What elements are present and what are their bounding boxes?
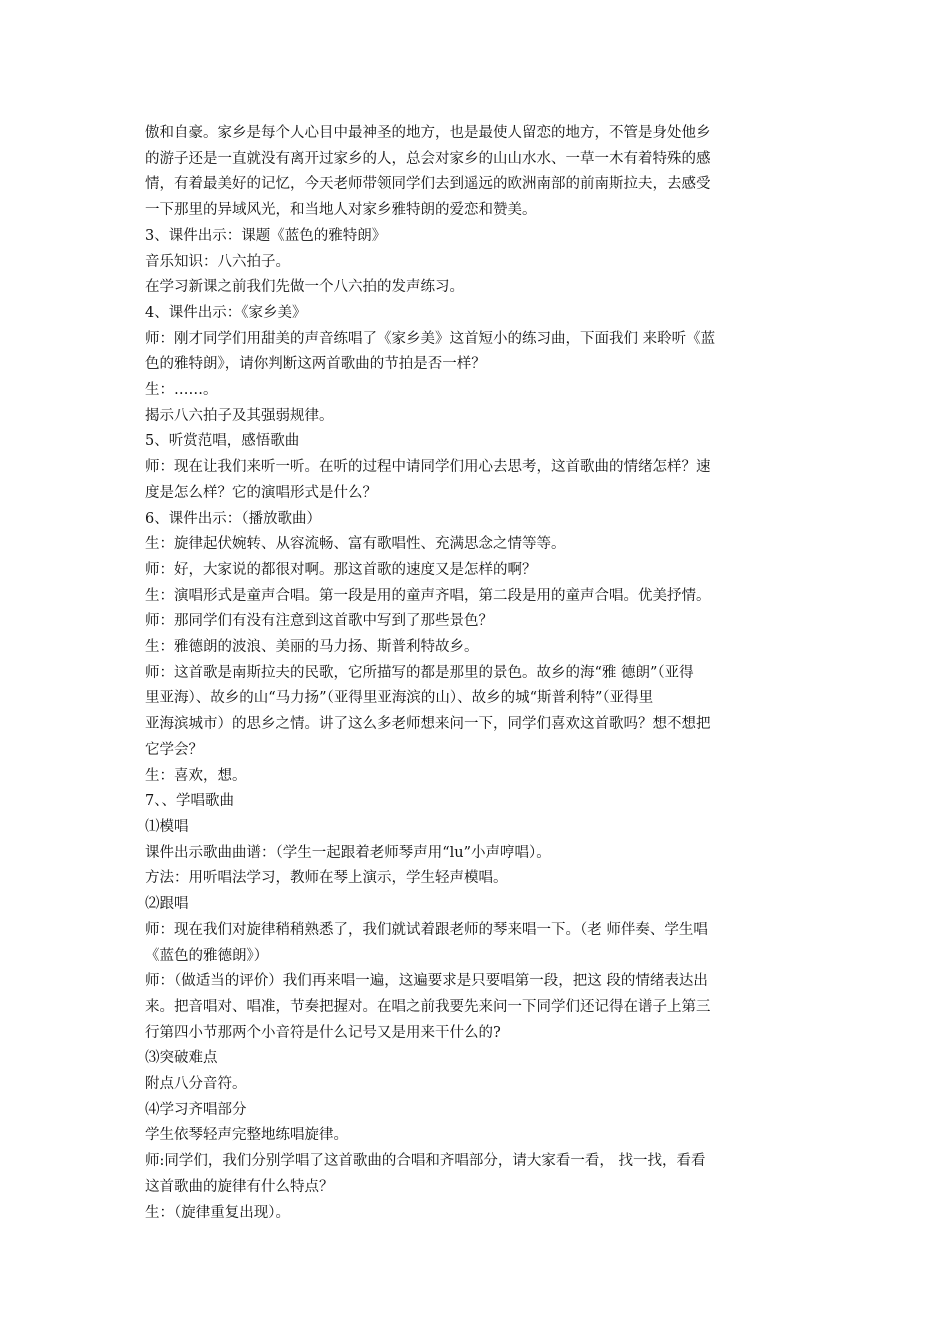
text-line: 生：雅德朗的波浪、美丽的马力扬、斯普利特故乡。 bbox=[145, 639, 479, 656]
text-line: 情，有着最美好的记忆，今天老师带领同学们去到遥远的欧洲南部的前南斯拉夫，去感受 bbox=[145, 176, 711, 193]
text-line: 傲和自豪。家乡是每个人心目中最神圣的地方，也是最使人留恋的地方，不管是身处他乡 bbox=[145, 125, 711, 141]
text-line: 在学习新课之前我们先做一个八六拍的发声练习。 bbox=[145, 279, 464, 296]
text-line: 师：现在让我们来听一听。在听的过程中请同学们用心去思考，这首歌曲的情绪怎样？速 bbox=[145, 459, 711, 476]
text-line: 生：旋律起伏婉转、从容流畅、富有歌唱性、充满思念之情等等。 bbox=[145, 536, 566, 553]
text-line: 师:同学们，我们分别学唱了这首歌曲的合唱和齐唱部分，请大家看一看， 找一找，看看 bbox=[145, 1153, 706, 1170]
text-line: 来。把音唱对、唱准，节奏把握对。在唱之前我要先来问一下同学们还记得在谱子上第三 bbox=[145, 998, 711, 1015]
text-line: 揭示八六拍子及其强弱规律。 bbox=[145, 407, 334, 424]
text-line: 它学会？ bbox=[145, 741, 203, 758]
text-line: 这首歌曲的旋律有什么特点？ bbox=[145, 1178, 334, 1195]
text-line: ⑷学习齐唱部分 bbox=[145, 1101, 247, 1118]
text-line: 行第四小节那两个小音符是什么记号又是用来干什么的? bbox=[145, 1024, 501, 1041]
text-line: ⑴模唱 bbox=[145, 818, 189, 835]
text-line: 师：这首歌是南斯拉夫的民歌，它所描写的都是那里的景色。故乡的海“雅 德朗”（亚得 bbox=[145, 664, 694, 681]
text-line: 师：那同学们有没有注意到这首歌中写到了那些景色？ bbox=[145, 613, 493, 630]
text-line: 《蓝色的雅德朗》） bbox=[145, 947, 269, 964]
text-line: 生：演唱形式是童声合唱。第一段是用的童声齐唱，第二段是用的童声合唱。优美抒情。 bbox=[145, 587, 711, 604]
text-line: 里亚海）、故乡的山“马力扬”（亚得里亚海滨的山）、故乡的城“斯普利特”（亚得里 bbox=[145, 690, 654, 707]
text-line: 色的雅特朗》，请你判断这两首歌曲的节拍是否一样？ bbox=[145, 356, 486, 373]
text-line: 师：现在我们对旋律稍稍熟悉了，我们就试着跟老师的琴来唱一下。（老 师伴奏、学生唱 bbox=[145, 921, 708, 938]
text-line: 师：好，大家说的都很对啊。那这首歌的速度又是怎样的啊？ bbox=[145, 561, 537, 578]
text-line: 音乐知识：八六拍子。 bbox=[145, 253, 290, 270]
text-line: 3、课件出示：课题《蓝色的雅特朗》 bbox=[145, 227, 387, 244]
text-line: 7、、学唱歌曲 bbox=[145, 793, 234, 810]
text-line: 的游子还是一直就没有离开过家乡的人，总会对家乡的山山水水、一草一木有着特殊的感 bbox=[145, 150, 711, 167]
text-line: 一下那里的异域风光，和当地人对家乡雅特朗的爱恋和赞美。 bbox=[145, 202, 537, 219]
text-line: 生：……。 bbox=[145, 382, 218, 399]
text-line: 方法：用听唱法学习，教师在琴上演示，学生轻声模唱。 bbox=[145, 870, 508, 887]
text-line: 课件出示歌曲曲谱：（学生一起跟着老师琴声用“lu”小声哼唱）。 bbox=[145, 844, 551, 861]
text-line: 学生依琴轻声完整地练唱旋律。 bbox=[145, 1127, 348, 1144]
text-line: 6、课件出示：（播放歌曲） bbox=[145, 510, 321, 527]
text-line: 生：（旋律重复出现）。 bbox=[145, 1204, 290, 1221]
text-line: 亚海滨城市）的思乡之情。讲了这么多老师想来问一下，同学们喜欢这首歌吗？想不想把 bbox=[145, 716, 711, 733]
text-line: 师：刚才同学们用甜美的声音练唱了《家乡美》这首短小的练习曲，下面我们 来聆听《蓝 bbox=[145, 330, 716, 347]
text-line: 5、听赏范唱，感悟歌曲 bbox=[145, 433, 300, 450]
text-line: 师：（做适当的评价）我们再来唱一遍，这遍要求是只要唱第一段，把这 段的情绪表达出 bbox=[145, 973, 708, 990]
text-line: 生：喜欢，想。 bbox=[145, 767, 247, 784]
text-line: ⑵跟唱 bbox=[145, 896, 189, 913]
text-line: ⑶突破难点 bbox=[145, 1050, 218, 1067]
text-line: 度是怎么样？它的演唱形式是什么？ bbox=[145, 484, 377, 501]
document-body bbox=[145, 121, 815, 1226]
text-line: 4、课件出示：《家乡美》 bbox=[145, 304, 307, 321]
text-line: 附点八分音符。 bbox=[145, 1076, 247, 1093]
